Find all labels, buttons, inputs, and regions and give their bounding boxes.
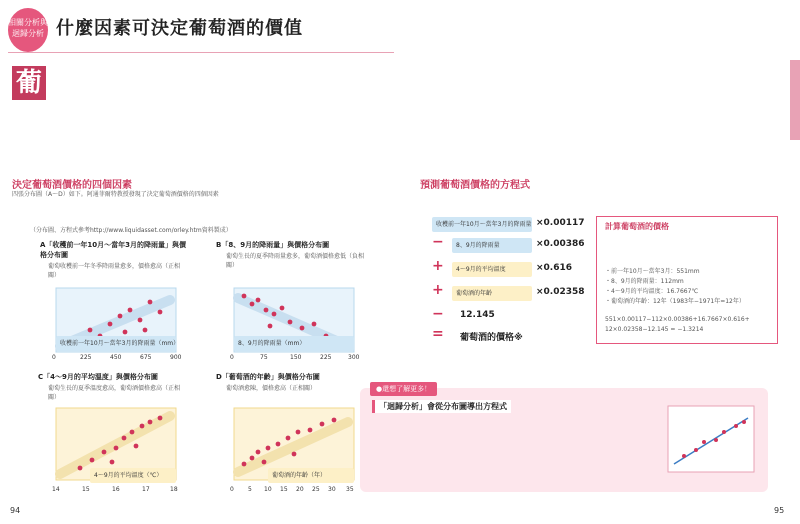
right-column-3: [634, 22, 754, 158]
right-column-1: [410, 22, 514, 158]
calc-line: ・8、9月的降雨量：112mm: [605, 278, 684, 285]
chart-a-title: A「收穫前一年10月～當年3月的降雨量」與價格分布圖: [40, 241, 187, 259]
chart-a-xtick: 0: [52, 354, 56, 361]
section-title: 決定葡萄酒價格的四個因素: [12, 180, 132, 191]
eq-term-2: 8、9月的降雨量: [452, 238, 532, 253]
intro-column-1: [50, 66, 128, 166]
right-column-2: [524, 22, 624, 158]
chart-d-xtick: 30: [328, 486, 336, 493]
eq-op-minus: −: [432, 306, 444, 322]
chart-d-xlabel: 葡萄酒的年齡（年）: [268, 468, 354, 483]
eq-coef-4: ×0.02358: [536, 287, 585, 297]
page-title: 什麼因素可決定葡萄酒的價值: [56, 18, 303, 39]
chart-c-xtick: 17: [142, 486, 150, 493]
chart-d: [198, 372, 368, 500]
calc-line: ・4～9月的平均溫度：16.7667℃: [605, 288, 699, 295]
equation-footnote: [420, 352, 776, 380]
chart-d-xtick: 35: [346, 486, 354, 493]
chart-a: [20, 240, 190, 370]
eq-op-equals: =: [432, 326, 444, 342]
calc-line: 12×0.02358−12.145 = −1.3214: [605, 326, 704, 333]
eq-term-1: 收穫前一年10月～當年3月的降雨量: [432, 217, 532, 232]
eq-coef-3: ×0.616: [536, 263, 573, 273]
intro-column-2: [140, 66, 236, 166]
chart-a-plot: [20, 280, 190, 370]
chart-c-sub: 葡萄生長的夏季溫度愈高，葡萄酒價格愈高（正相關）: [48, 385, 181, 401]
eq-op-plus: +: [432, 258, 444, 274]
chart-d-title: D「葡萄酒的年齡」與價格分布圖: [216, 373, 320, 381]
chart-d-xtick: 25: [312, 486, 320, 493]
eq-term-3: 4～9月的平均溫度: [452, 262, 532, 277]
eq-op-minus: −: [432, 234, 444, 250]
chart-b-sub: 葡萄生長的夏季降雨量愈多，葡萄酒價格愈低（負相關）: [226, 253, 365, 269]
learn-more-title: 「迴歸分析」會從分布圖導出方程式: [372, 400, 511, 413]
chart-a-xtick: 675: [140, 354, 152, 361]
equation-intro: [420, 190, 780, 212]
chart-c-xlabel: 4～9月的平均溫度（℃）: [90, 468, 176, 483]
title-rule: [8, 52, 394, 53]
eq-coef-2: ×0.00386: [536, 239, 585, 249]
calc-box: [596, 216, 778, 344]
calc-line: ・葡萄酒的年齡：12年（1983年−1971年=12年）: [605, 298, 745, 305]
category-badge: 相關分析與迴歸分析: [8, 8, 48, 52]
chart-b-xtick: 150: [290, 354, 302, 361]
eq-op-plus: +: [432, 282, 444, 298]
chart-d-xtick: 5: [248, 486, 252, 493]
chart-d-xtick: 20: [296, 486, 304, 493]
chart-c-title: C「4～9月的平均溫度」與價格分布圖: [38, 373, 158, 381]
intro-column-3: [248, 66, 386, 166]
side-tab: [790, 60, 800, 140]
learn-more-panel: [360, 385, 768, 492]
chart-d-xtick: 0: [230, 486, 234, 493]
section-source: （分布圖、方程式參考http://www.liquidasset.com/orley.htm資料製成）: [30, 227, 232, 234]
calc-line: ・前一年10月～當年3月：551mm: [605, 268, 700, 275]
chart-a-xtick: 900: [170, 354, 182, 361]
learn-more-tag: ●還想了解更多！: [370, 382, 437, 396]
equation-title: 預測葡萄酒價格的方程式: [420, 180, 530, 191]
chart-d-xtick: 15: [280, 486, 288, 493]
chart-c-xtick: 15: [82, 486, 90, 493]
chart-c-xtick: 14: [52, 486, 60, 493]
chart-d-xtick: 10: [264, 486, 272, 493]
chart-a-xtick: 225: [80, 354, 92, 361]
chart-c-xtick: 16: [112, 486, 120, 493]
dropcap: 葡: [12, 66, 46, 100]
eq-constant: 12.145: [460, 310, 495, 320]
chart-a-xlabel: 收穫前一年10月～當年3月的降雨量（mm）: [56, 336, 176, 351]
chart-b-plot: [198, 280, 368, 370]
chart-b-title: B「8、9月的降雨量」與價格分布圖: [216, 241, 330, 249]
calc-box-title: 計算葡萄酒的價格: [605, 222, 669, 231]
page-number-right: 95: [774, 506, 785, 515]
chart-a-xtick: 450: [110, 354, 122, 361]
chart-b-xtick: 300: [348, 354, 360, 361]
learn-more-body: [372, 418, 648, 488]
chart-b-xtick: 75: [260, 354, 268, 361]
chart-b-xtick: 0: [230, 354, 234, 361]
chart-d-sub: 葡萄酒愈陳，價格愈高（正相關）: [226, 385, 317, 392]
chart-a-sub: 葡萄收穫前一年冬季降雨量愈多，價格愈高（正相關）: [48, 263, 181, 279]
page-number-left: 94: [10, 506, 21, 515]
chart-c-xtick: 18: [170, 486, 178, 493]
section-intro: 四張分布圖（A〜D）如下。阿通菲爾特教授發現了決定葡萄酒價格的四個因素: [12, 191, 219, 198]
eq-coef-1: ×0.00117: [536, 218, 585, 228]
chart-b-xtick: 225: [320, 354, 332, 361]
eq-result: 葡萄酒的價格※: [460, 333, 523, 343]
chart-c: [20, 372, 190, 500]
chart-b: [198, 240, 368, 370]
calc-line: 551×0.00117−112×0.00386+16.7667×0.616+: [605, 316, 750, 323]
regression-mini-chart: [660, 400, 760, 480]
eq-term-4: 葡萄酒的年齡: [452, 286, 532, 301]
chart-b-xlabel: 8、9月的降雨量（mm）: [234, 336, 354, 351]
